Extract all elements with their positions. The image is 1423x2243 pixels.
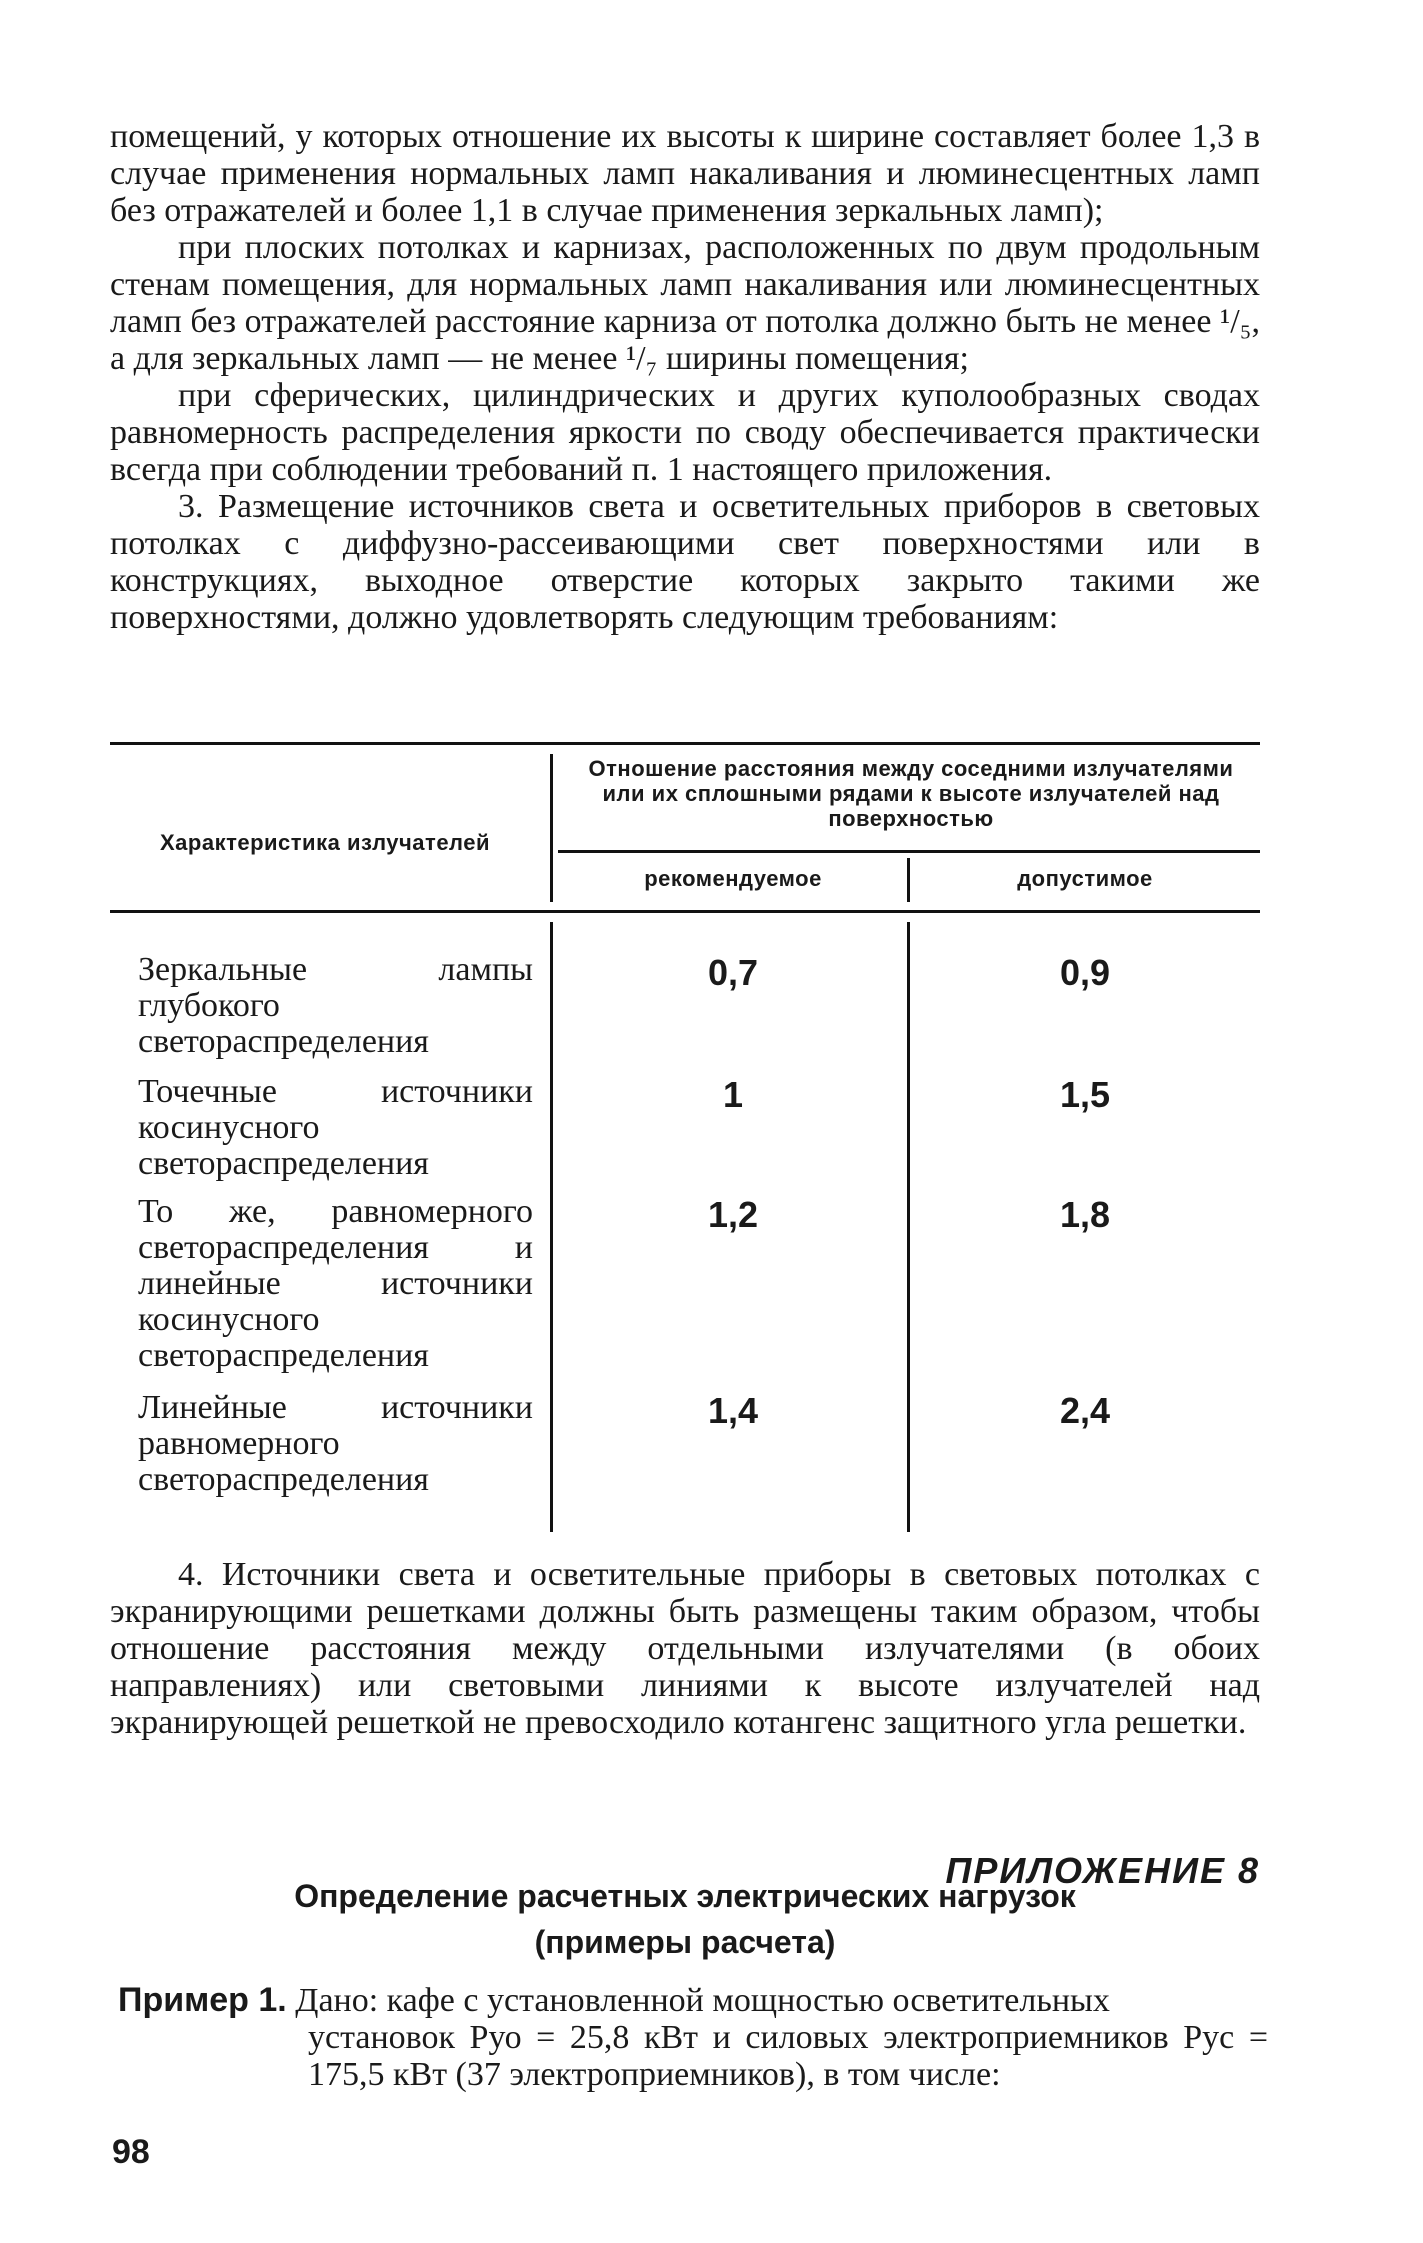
row-1-recommended: 0,7 <box>707 952 759 993</box>
example-line-1: Дано: кафе с установленной мощностью осветительных <box>295 1982 1110 2019</box>
paragraph-3: при сферических, цилиндрических и других куполообразных сводах равномерность распределения яркости по своду обеспечивается практически всегда при соблюдении требований п. 1 настоящего приложения. <box>110 377 1260 488</box>
row-4-recommended: 1,4 <box>707 1390 759 1431</box>
row-3-allowed: 1,8 <box>1059 1194 1111 1235</box>
page-number: 98 <box>112 2133 150 2171</box>
col-header-allowed: допустимое <box>1017 866 1153 891</box>
header-divider-1 <box>550 754 553 902</box>
col-header-recommended: рекомендуемое <box>644 866 822 891</box>
example-1 <box>118 1982 1268 2093</box>
row-2-allowed: 1,5 <box>1059 1074 1111 1115</box>
paragraph-5: 4. Источники света и осветительные приборы в световых потолках с экранирующими решетками должны быть размещены таким образом, чтобы отношение расстояния между отдельными излучателями (в обоих направлениях) или световыми линиями к высоте излучателей над экранирующей решеткой не превосходило котангенс защитного угла решетки. <box>110 1556 1260 1741</box>
appendix-label: ПРИЛОЖЕНИЕ 8 <box>945 1850 1260 1891</box>
example-continuation: установок Pуо = 25,8 кВт и силовых электроприемников Pус = 175,5 кВт (37 электроприемников), в том числе: <box>308 2019 1268 2093</box>
appendix-subtitle: (примеры расчета) <box>534 1924 836 1960</box>
table-top-rule <box>110 742 1260 745</box>
row-3-recommended: 1,2 <box>707 1194 759 1235</box>
row-2-name: Точечные источники косинусного светораспределения <box>138 1073 533 1182</box>
row-2-recommended: 1 <box>722 1074 744 1115</box>
paragraph-4: 3. Размещение источников света и осветительных приборов в световых потолках с диффузно-рассеивающими свет поверхностями или в конструкциях, выходное отверстие которых закрыто такими же поверхностями, должно удовлетворять следующим требованиям: <box>110 488 1260 636</box>
row-4-allowed: 2,4 <box>1059 1390 1111 1431</box>
spacing-table <box>110 742 1260 1540</box>
example-label: Пример 1. <box>118 1981 287 2019</box>
body-divider-1 <box>550 922 553 1532</box>
body-text-bottom <box>110 1556 1260 1741</box>
col-header-characteristic: Характеристика излучателей <box>159 830 490 855</box>
group-header-ratio: Отношение расстояния между соседними излучателями или их сплошными рядами к высоте излучателей над поверхностью <box>588 756 1234 831</box>
paragraph-1: помещений, у которых отношение их высоты к ширине составляет более 1,3 в случае применения нормальных ламп накаливания и люминесцентных ламп без отражателей и более 1,1 в случае применения зеркальных ламп); <box>110 118 1260 229</box>
paragraph-2: при плоских потолках и карнизах, расположенных по двум продольным стенам помещения, для нормальных ламп накаливания или люминесцентных ламп без отражателей расстояние карниза от потолка должно быть не менее ¹/₅, а для зеркальных ламп — не менее ¹/₇ ширины помещения; <box>110 229 1260 377</box>
header-bottom-rule <box>110 910 1260 913</box>
row-3-name: То же, равномерного светораспределения и линейные источники косинусного светораспределения <box>138 1193 533 1374</box>
body-text-top <box>110 118 1260 636</box>
row-1-name: Зеркальные лампы глубокого светораспределения <box>138 951 533 1060</box>
appendix-title: Определение расчетных электрических нагрузок <box>294 1878 1076 1914</box>
subheader-rule <box>558 850 1260 853</box>
row-4-name: Линейные источники равномерного светораспределения <box>138 1389 533 1498</box>
row-1-allowed: 0,9 <box>1059 952 1111 993</box>
